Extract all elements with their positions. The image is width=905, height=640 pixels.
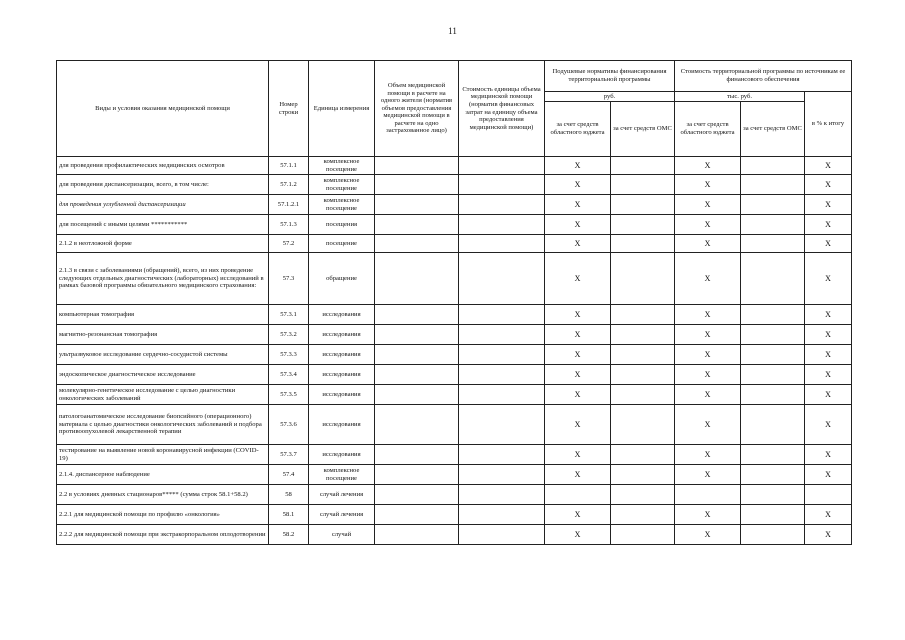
header-name: Виды и условия оказания медицинской помощи xyxy=(57,61,269,157)
row-total-oms xyxy=(741,325,805,345)
row-percap-oms xyxy=(611,505,675,525)
row-total-oms xyxy=(741,215,805,235)
table-row xyxy=(57,325,852,345)
row-total-budget: X xyxy=(675,195,741,215)
row-unit: исследования xyxy=(309,405,375,445)
row-total-budget: X xyxy=(675,253,741,305)
row-unit: исследования xyxy=(309,445,375,465)
row-line-number: 57.2 xyxy=(269,235,309,253)
row-volume xyxy=(375,465,459,485)
header-sub-oms-total: за счет средств ОМС xyxy=(741,102,805,157)
row-percap-oms xyxy=(611,253,675,305)
row-percap-oms xyxy=(611,345,675,365)
row-unit: случай xyxy=(309,525,375,545)
row-percap-budget: X xyxy=(545,385,611,405)
row-total-budget: X xyxy=(675,157,741,175)
row-total-budget: X xyxy=(675,215,741,235)
row-unit: исследования xyxy=(309,325,375,345)
row-volume xyxy=(375,345,459,365)
row-total-oms xyxy=(741,305,805,325)
row-line-number: 57.3.5 xyxy=(269,385,309,405)
row-percap-oms xyxy=(611,215,675,235)
row-name: для посещений с иными целями *********** xyxy=(57,215,269,235)
row-percent: X xyxy=(805,345,852,365)
table-row xyxy=(57,235,852,253)
row-total-budget: X xyxy=(675,365,741,385)
row-percap-budget: X xyxy=(545,215,611,235)
row-percap-budget xyxy=(545,485,611,505)
row-volume xyxy=(375,405,459,445)
row-volume xyxy=(375,385,459,405)
row-volume xyxy=(375,235,459,253)
row-percap-budget: X xyxy=(545,365,611,385)
row-total-oms xyxy=(741,235,805,253)
row-cost xyxy=(459,305,545,325)
table-row xyxy=(57,305,852,325)
row-cost xyxy=(459,385,545,405)
header-unit: Единица измерения xyxy=(309,61,375,157)
row-line-number: 57.1.2.1 xyxy=(269,195,309,215)
row-percap-budget: X xyxy=(545,345,611,365)
row-total-oms xyxy=(741,195,805,215)
row-percap-budget: X xyxy=(545,253,611,305)
row-line-number: 57.1.3 xyxy=(269,215,309,235)
row-percent: X xyxy=(805,465,852,485)
header-volume: Объем медицинской помощи в расчете на одного жителя (норматив объемов предоставления медицинской помощи в расчете на одно застрахованное лицо) xyxy=(375,61,459,157)
row-total-oms xyxy=(741,175,805,195)
row-line-number: 58.1 xyxy=(269,505,309,525)
row-percent: X xyxy=(805,175,852,195)
row-line-number: 57.1.1 xyxy=(269,157,309,175)
row-percent: X xyxy=(805,253,852,305)
row-unit: посещение xyxy=(309,235,375,253)
row-name: 2.2 в условиях дневных стационаров***** (сумма строк 58.1+58.2) xyxy=(57,485,269,505)
row-cost xyxy=(459,405,545,445)
row-percap-oms xyxy=(611,385,675,405)
row-percent: X xyxy=(805,325,852,345)
row-cost xyxy=(459,445,545,465)
row-unit: комплексное посещение xyxy=(309,195,375,215)
row-name: 2.2.1 для медицинской помощи по профилю «онкология» xyxy=(57,505,269,525)
header-sub-budget: за счет средств областного юджета xyxy=(545,102,611,157)
row-unit: исследования xyxy=(309,345,375,365)
row-cost xyxy=(459,195,545,215)
row-volume xyxy=(375,253,459,305)
table-row xyxy=(57,505,852,525)
row-total-oms xyxy=(741,253,805,305)
row-cost xyxy=(459,365,545,385)
row-percap-budget: X xyxy=(545,405,611,445)
row-total-oms xyxy=(741,525,805,545)
table-body xyxy=(57,157,852,545)
row-volume xyxy=(375,525,459,545)
row-percap-budget: X xyxy=(545,175,611,195)
row-cost xyxy=(459,235,545,253)
row-percap-oms xyxy=(611,525,675,545)
row-percap-oms xyxy=(611,465,675,485)
row-percap-budget: X xyxy=(545,157,611,175)
table-row xyxy=(57,195,852,215)
row-line-number: 58.2 xyxy=(269,525,309,545)
row-percap-budget: X xyxy=(545,505,611,525)
row-percent: X xyxy=(805,445,852,465)
row-percap-budget: X xyxy=(545,525,611,545)
table-row xyxy=(57,405,852,445)
header-sub-oms: за счет средств ОМС xyxy=(611,102,675,157)
row-cost xyxy=(459,215,545,235)
page-number: 11 xyxy=(448,26,457,36)
table-row xyxy=(57,465,852,485)
table-row xyxy=(57,215,852,235)
row-unit: случай лечения xyxy=(309,485,375,505)
row-total-budget: X xyxy=(675,325,741,345)
row-total-oms xyxy=(741,405,805,445)
row-volume xyxy=(375,157,459,175)
row-line-number: 57.3.3 xyxy=(269,345,309,365)
row-total-budget: X xyxy=(675,505,741,525)
header-total-group: Стоимость территориальной программы по источникам ее финансового обеспечения xyxy=(675,61,852,92)
row-name: 2.1.4. диспансерное наблюдение xyxy=(57,465,269,485)
row-total-oms xyxy=(741,345,805,365)
row-line-number: 57.3.1 xyxy=(269,305,309,325)
row-unit: комплексное посещение xyxy=(309,157,375,175)
row-percap-oms xyxy=(611,445,675,465)
row-percent: X xyxy=(805,235,852,253)
row-total-oms xyxy=(741,505,805,525)
header-percap-unit: руб. xyxy=(545,92,675,102)
row-percent: X xyxy=(805,305,852,325)
row-cost xyxy=(459,157,545,175)
row-total-budget xyxy=(675,485,741,505)
row-percent: X xyxy=(805,365,852,385)
row-line-number: 58 xyxy=(269,485,309,505)
row-total-oms xyxy=(741,365,805,385)
row-total-budget: X xyxy=(675,465,741,485)
row-unit: обращение xyxy=(309,253,375,305)
row-name: 2.1.2 в неотложной форме xyxy=(57,235,269,253)
row-cost xyxy=(459,505,545,525)
row-percent xyxy=(805,485,852,505)
row-cost xyxy=(459,175,545,195)
row-percap-oms xyxy=(611,305,675,325)
row-percap-budget: X xyxy=(545,445,611,465)
row-percent: X xyxy=(805,195,852,215)
row-cost xyxy=(459,485,545,505)
row-unit: посещения xyxy=(309,215,375,235)
row-cost xyxy=(459,465,545,485)
row-percap-budget: X xyxy=(545,465,611,485)
row-volume xyxy=(375,305,459,325)
row-name: ультразвуковое исследование сердечно-сосудистой системы xyxy=(57,345,269,365)
row-percap-oms xyxy=(611,195,675,215)
row-total-budget: X xyxy=(675,345,741,365)
row-unit: исследования xyxy=(309,305,375,325)
row-total-oms xyxy=(741,445,805,465)
row-volume xyxy=(375,445,459,465)
row-percap-budget: X xyxy=(545,325,611,345)
row-total-oms xyxy=(741,485,805,505)
row-total-oms xyxy=(741,465,805,485)
row-total-budget: X xyxy=(675,405,741,445)
row-percap-oms xyxy=(611,157,675,175)
row-cost xyxy=(459,525,545,545)
row-unit: комплексное посещение xyxy=(309,175,375,195)
table-row xyxy=(57,485,852,505)
row-total-oms xyxy=(741,157,805,175)
table-row xyxy=(57,175,852,195)
row-unit: случай лечения xyxy=(309,505,375,525)
row-cost xyxy=(459,253,545,305)
row-name: тестирование на выявление новой коронавирусной инфекции (COVID-19) xyxy=(57,445,269,465)
row-line-number: 57.3 xyxy=(269,253,309,305)
header-total-unit: тыс. руб. xyxy=(675,92,805,102)
row-percent: X xyxy=(805,215,852,235)
row-line-number: 57.1.2 xyxy=(269,175,309,195)
row-unit: исследования xyxy=(309,385,375,405)
row-total-budget: X xyxy=(675,445,741,465)
row-line-number: 57.3.4 xyxy=(269,365,309,385)
table-row xyxy=(57,253,852,305)
row-name: компьютерная томография xyxy=(57,305,269,325)
row-unit: комплексное посещение xyxy=(309,465,375,485)
row-volume xyxy=(375,175,459,195)
row-name: для проведения углубленной диспансеризации xyxy=(57,195,269,215)
row-name: магнитно-резонансная томография xyxy=(57,325,269,345)
table-row xyxy=(57,445,852,465)
row-percap-oms xyxy=(611,175,675,195)
row-percap-budget: X xyxy=(545,235,611,253)
row-cost xyxy=(459,325,545,345)
row-name: для проведения профилактических медицинских осмотров xyxy=(57,157,269,175)
row-percap-oms xyxy=(611,365,675,385)
row-percent: X xyxy=(805,525,852,545)
row-volume xyxy=(375,485,459,505)
row-percap-oms xyxy=(611,485,675,505)
row-percap-oms xyxy=(611,405,675,445)
row-name: патологоанатомическое исследование биопсийного (операционного) материала с целью диагностики онкологических заболеваний и подбора противоопухолевой лекарственной терапии xyxy=(57,405,269,445)
row-name: 2.1.3 в связи с заболеваниями (обращений), всего, из них проведение следующих отдельных диагностических (лабораторных) исследований в рамках базовой программы обязательного медицинского страхования: xyxy=(57,253,269,305)
row-name: эндоскопическое диагностическое исследование xyxy=(57,365,269,385)
row-percap-oms xyxy=(611,325,675,345)
row-total-budget: X xyxy=(675,175,741,195)
row-percent: X xyxy=(805,157,852,175)
program-cost-table xyxy=(56,60,852,545)
row-total-oms xyxy=(741,385,805,405)
row-percap-budget: X xyxy=(545,305,611,325)
row-volume xyxy=(375,195,459,215)
row-volume xyxy=(375,325,459,345)
row-line-number: 57.3.6 xyxy=(269,405,309,445)
header-percap-group: Подушевые нормативы финансирования территориальной программы xyxy=(545,61,675,92)
row-line-number: 57.3.2 xyxy=(269,325,309,345)
header-line: Номер строки xyxy=(269,61,309,157)
table-row xyxy=(57,157,852,175)
row-volume xyxy=(375,215,459,235)
table-row xyxy=(57,385,852,405)
row-total-budget: X xyxy=(675,235,741,253)
table-row xyxy=(57,365,852,385)
row-name: для проведения диспансеризации, всего, в том числе: xyxy=(57,175,269,195)
header-cost: Стоимость единицы объема медицинской помощи (норматив финансовых затрат на единицу объема предоставления медицинской помощи) xyxy=(459,61,545,157)
row-line-number: 57.4 xyxy=(269,465,309,485)
row-name: 2.2.2 для медицинской помощи при экстракорпоральном оплодотворении xyxy=(57,525,269,545)
table-row xyxy=(57,525,852,545)
row-volume xyxy=(375,365,459,385)
row-percap-oms xyxy=(611,235,675,253)
row-total-budget: X xyxy=(675,525,741,545)
row-total-budget: X xyxy=(675,305,741,325)
row-line-number: 57.3.7 xyxy=(269,445,309,465)
row-name: молекулярно-генетическое исследование с целью диагностики онкологических заболеваний xyxy=(57,385,269,405)
row-total-budget: X xyxy=(675,385,741,405)
row-percent: X xyxy=(805,385,852,405)
row-percap-budget: X xyxy=(545,195,611,215)
row-percent: X xyxy=(805,505,852,525)
row-cost xyxy=(459,345,545,365)
table-row xyxy=(57,345,852,365)
header-percent: в % к итогу xyxy=(805,92,852,157)
row-unit: исследования xyxy=(309,365,375,385)
header-sub-budget-total: за счет средств областного юджета xyxy=(675,102,741,157)
row-percent: X xyxy=(805,405,852,445)
row-volume xyxy=(375,505,459,525)
